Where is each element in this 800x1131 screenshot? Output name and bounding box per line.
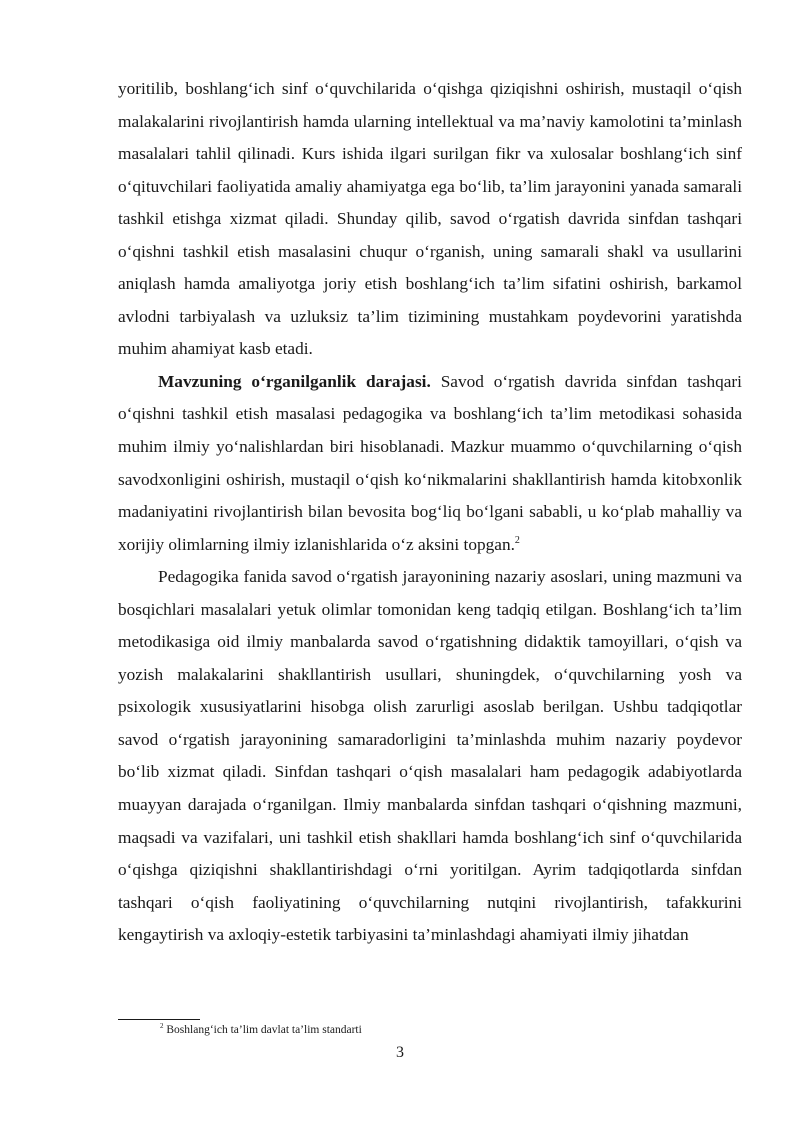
footnote-separator (118, 1019, 200, 1020)
footnote (160, 1023, 362, 1037)
paragraph-intro-continuation: yoritilib, boshlang‘ich sinf o‘quvchilarida o‘qishga qiziqishni oshirish, mustaqil o‘qish malakalarini rivojlantirish hamda ularning intellektual va ma’naviy kamolotini ta’minlash masalalari tahlil qilinadi. Kurs ishida ilgari surilgan fikr va xulosalar boshlang‘ich sinf o‘qituvchilari faoliyatida amaliy ahamiyatga ega bo‘lib, ta’lim jarayonini yanada samarali tashkil etishga xizmat qiladi. Shunday qilib, savod o‘rgatish davrida sinfdan tashqari o‘qishni tashkil etish masalasini chuqur o‘rganish, uning samarali shakl va usullarini aniqlash hamda amaliyotga joriy etish boshlang‘ich ta’lim sifatini oshirish, barkamol avlodni tarbiyalash va uzluksiz ta’lim tizimining mustahkam poydevorini yaratishda muhim ahamiyat kasb etadi. (118, 79, 742, 359)
document-body (118, 73, 742, 952)
paragraph-literature-review (118, 366, 742, 561)
paragraph-theory: Pedagogika fanida savod o‘rgatish jarayonining nazariy asoslari, uning mazmuni va bosqichlari masalalari yetuk olimlar tomonidan keng tadqiq etilgan. Boshlang‘ich ta’lim metodikasiga oid ilmiy manbalarda savod o‘rgatishning didaktik tamoyillari, o‘qish va yozish malakalarini shakllantirish usullari, shuningdek, o‘quvchilarning yosh va psixologik xususiyatlarini hisobga olish zarurligi asoslab berilgan. Ushbu tadqiqotlar savod o‘rgatish jarayonining samaradorligini ta’minlashda muhim nazariy poydevor bo‘lib xizmat qiladi. Sinfdan tashqari o‘qish masalalari ham pedagogik adabiyotlarda muayyan darajada o‘rganilgan. Ilmiy manbalarda sinfdan tashqari o‘qishning mazmuni, maqsadi va vazifalari, uni tashkil etish shakllari hamda boshlang‘ich sinf o‘quvchilarida o‘qishga qiziqishni shakllantirishdagi o‘rni yoritilgan. Ayrim tadqiqotlarda sinfdan tashqari o‘qish faoliyatining o‘quvchilarning nutqini rivojlantirish, tafakkurini kengaytirish va axloqiy-estetik tarbiyasini ta’minlashdagi ahamiyati ilmiy jihatdan (118, 567, 742, 945)
page-number: 3 (396, 1044, 404, 1061)
paragraph-literature-review-text: Savod o‘rgatish davrida sinfdan tashqari o‘qishni tashkil etish masalasi pedagogika va boshlang‘ich ta’lim metodikasi sohasida muhim ilmiy yo‘nalishlardan biri hisoblanadi. Mazkur muammo o‘quvchilarning o‘qish savodxonligini oshirish, mustaqil o‘qish ko‘nikmalarini shakllantirish hamda kitobxonlik madaniyatini rivojlantirish bilan bevosita bog‘liq bo‘lgani sababli, u ko‘plab mahalliy va xorijiy olimlarning ilmiy izlanishlarida o‘z aksini topgan. (118, 371, 742, 554)
footnote-marker: 2 (160, 1022, 164, 1031)
footnote-reference[interactable]: 2 (514, 534, 520, 546)
footnote-text: Boshlang‘ich ta’lim davlat ta’lim standarti (163, 1024, 362, 1036)
section-heading-inline: Mavzuning o‘rganilganlik darajasi. (158, 371, 431, 391)
